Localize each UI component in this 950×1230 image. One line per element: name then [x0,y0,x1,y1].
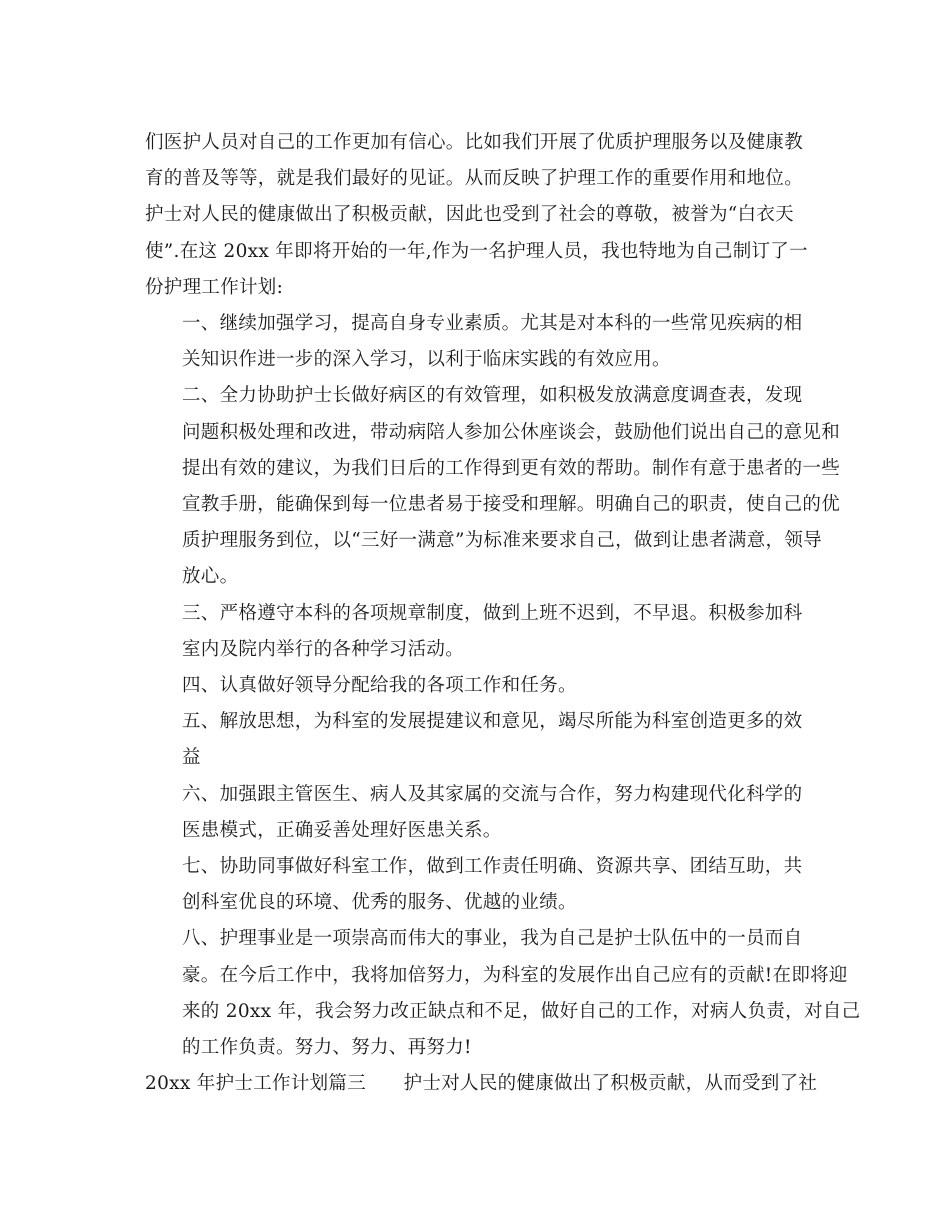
text-line: 来的 20xx 年，我会努力改正缺点和不足，做好自己的工作，对病人负责，对自己 [182,1000,861,1022]
text-line: 质护理服务到位，以“三好一满意”为标准来要求自己，做到让患者满意，领导 [182,530,822,552]
paragraph [145,668,810,704]
text-line: 五、解放思想，为科室的发展提建议和意见，竭尽所能为科室创造更多的效 [182,711,803,733]
text-line: 们医护人员对自己的工作更加有信心。比如我们开展了优质护理服务以及健康教 [145,132,804,153]
text-line: 创科室优良的环境、优秀的服务、优越的业绩。 [182,892,577,914]
text-line: 份护理工作计划: [145,276,284,298]
text-line: 放心。 [182,566,239,588]
paragraph [145,777,810,849]
text-line: 关知识作进一步的深入学习，以利于临床实践的有效应用。 [182,349,671,371]
text-line: 二、全力协助护士长做好病区的有效管理，如积极发放满意度调查表，发现 [182,385,803,407]
paragraph [145,378,841,595]
text-line: 问题积极处理和改进，带动病陪人参加公休座谈会，鼓励他们说出自己的意见和 [182,421,841,443]
text-line: 育的普及等等，就是我们最好的见证。从而反映了护理工作的重要作用和地位。 [145,168,804,190]
text-line: 六、加强跟主管医生、病人及其家属的交流与合作，努力构建现代化科学的 [182,783,803,805]
text-line: 八、护理事业是一项崇高而伟大的事业，我为自己是护士队伍中的一员而自 [182,928,803,950]
paragraph [145,1066,818,1102]
paragraph [145,704,810,776]
paragraph [145,125,810,306]
text-line: 四、认真做好领导分配给我的各项工作和任务。 [182,675,577,697]
text-line: 提出有效的建议，为我们日后的工作得到更有效的帮助。制作有意于患者的一些 [182,457,841,479]
text-line: 使”.在这 20xx 年即将开始的一年,作为一名护理人员，我也特地为自己制订了一 [145,240,808,262]
text-line: 益 [182,747,201,769]
text-line: 20xx 年护士工作计划篇三 护士对人民的健康做出了积极贡献，从而受到了社 [145,1073,818,1095]
text-line: 室内及院内举行的各种学习活动。 [182,638,465,660]
paragraph [145,921,861,1066]
text-line: 的工作负责。努力、努力、再努力! [182,1037,472,1059]
text-line: 医患模式，正确妥善处理好医患关系。 [182,819,502,841]
paragraph [145,306,810,378]
paragraph [145,849,810,921]
paragraph [145,596,810,668]
text-line: 三、严格遵守本科的各项规章制度，做到上班不迟到，不早退。积极参加科 [182,602,803,624]
text-line: 护士对人民的健康做出了积极贡献，因此也受到了社会的尊敬，被誉为“白衣天 [145,204,794,226]
text-line: 豪。在今后工作中，我将加倍努力，为科室的发展作出自己应有的贡献!在即将迎 [182,964,848,986]
text-line: 一、继续加强学习，提高自身专业素质。尤其是对本科的一些常见疾病的相 [182,313,803,335]
text-line: 七、协助同事做好科室工作，做到工作责任明确、资源共享、团结互助，共 [182,856,803,878]
document-body [145,125,861,1102]
text-line: 宣教手册，能确保到每一位患者易于接受和理解。明确自己的职责，使自己的优 [182,494,841,516]
